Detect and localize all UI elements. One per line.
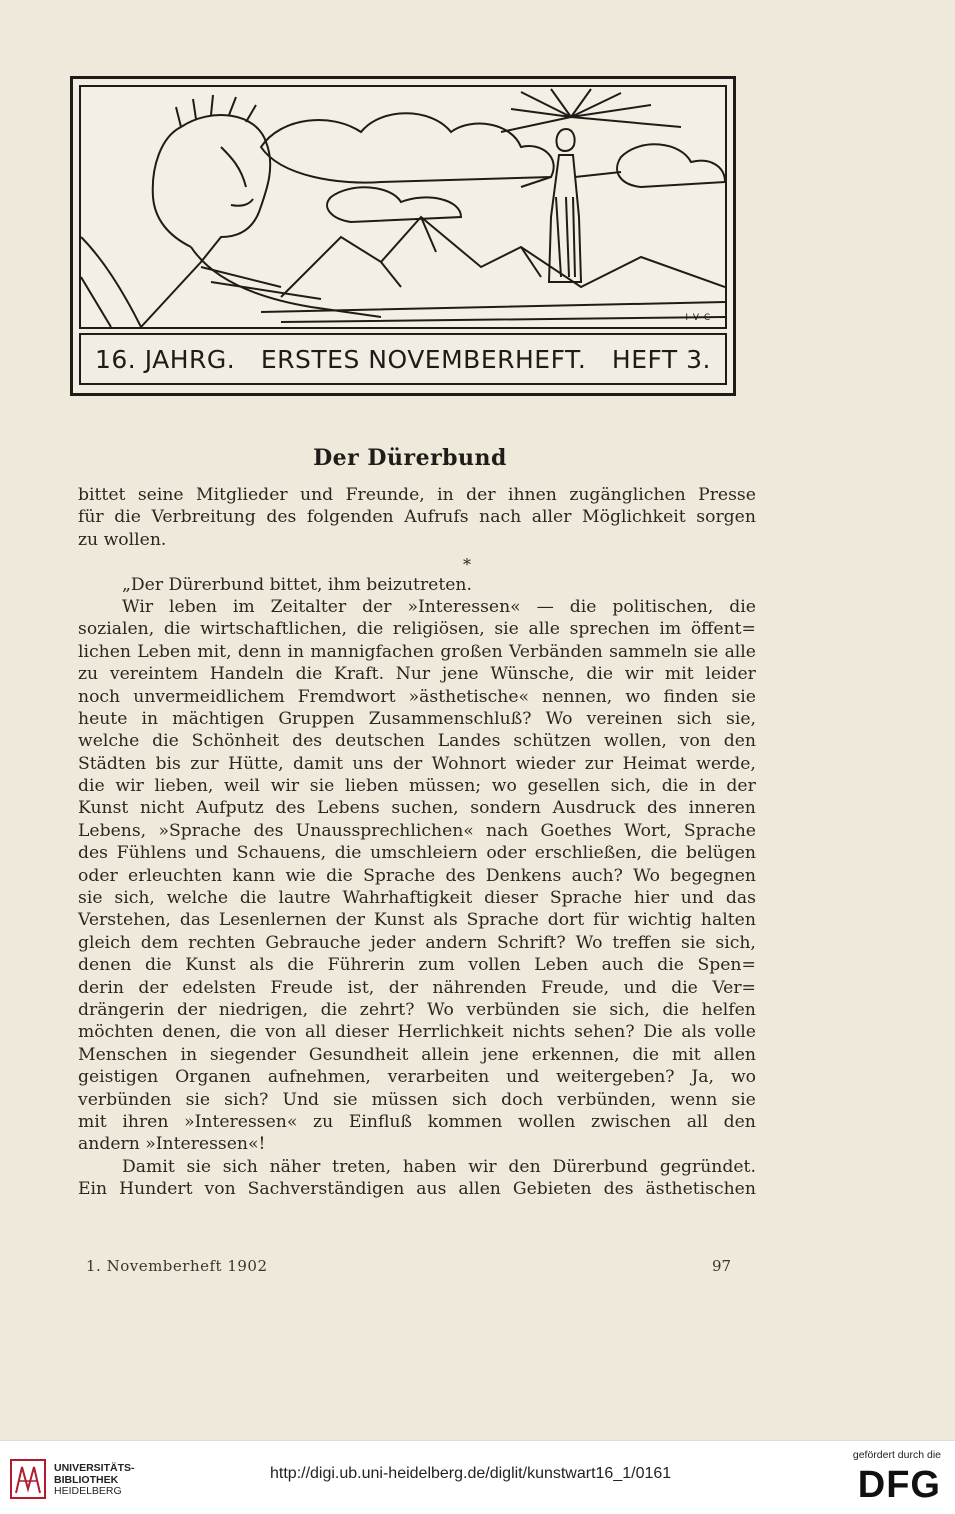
woodcut-illustration [81, 87, 725, 327]
permalink-url[interactable]: http://digi.ub.uni-heidelberg.de/diglit/kunstwart16_1/0161 [270, 1465, 672, 1482]
artist-monogram: I·V·C· [685, 313, 715, 323]
text-line: noch unvermeidlichem Fremdwort »ästhetische« nennen, wo finden sie [78, 686, 756, 707]
digitization-footer [0, 1440, 955, 1514]
text-line: sozialen, die wirtschaftlichen, die religiösen, sie alle sprechen im öffent= [78, 619, 756, 640]
volume-year: 16. JAHRG. [95, 344, 236, 374]
page-number: 97 [712, 1257, 732, 1275]
text-line: Ein Hundert von Sachverständigen aus allen Gebieten des ästhetischen [78, 1179, 756, 1200]
text-line: Kunst nicht Aufputz des Lebens suchen, sondern Ausdruck des inneren [78, 798, 756, 819]
funding-label: gefördert durch die [852, 1449, 941, 1461]
text-line: möchten denen, die von all dieser Herrlichkeit nichts sehen? Die als volle [78, 1022, 756, 1043]
intro-line: bittet seine Mitglieder und Freunde, in der ihnen zugänglichen Presse [78, 485, 756, 505]
text-line: „Der Dürerbund bittet, ihm beizutreten. [122, 574, 472, 595]
text-line: die wir lieben, weil wir sie lieben müssen; wo gesellen sich, die in der [78, 776, 756, 797]
text-line: gleich dem rechten Gebrauche jeder andern Schrift? Wo treffen sie sich, [78, 932, 756, 953]
text-line: denen die Kunst als die Führerin zum vollen Leben auch die Spen= [78, 955, 756, 976]
text-line: Wir leben im Zeitalter der »Interessen« — die politischen, die [122, 596, 756, 617]
section-separator: * [463, 555, 471, 575]
text-line: Menschen in siegender Gesundheit allein jene erkennen, die mit allen [78, 1044, 756, 1065]
text-line: lichen Leben mit, denn in mannigfachen großen Verbänden sammeln sie alle [78, 641, 756, 662]
text-line: drängerin der niedrigen, die zehrt? Wo verbünden sie sich, die helfen [78, 999, 756, 1020]
text-line: zu vereintem Handeln die Kraft. Nur jene Wünsche, die wir mit leider [78, 664, 756, 685]
masthead-issue-bar [79, 333, 727, 385]
text-line: geistigen Organen aufnehmen, verarbeiten und weitergeben? Ja, wo [78, 1067, 756, 1088]
text-line: Lebens, »Sprache des Unaussprechlichen« nach Goethes Wort, Sprache [78, 820, 756, 841]
text-line: derin der edelsten Freude ist, der nährenden Freude, und die Ver= [78, 977, 756, 998]
text-line: Verstehen, das Lesenlernen der Kunst als Sprache dort für wichtig halten [78, 910, 756, 931]
text-line: andern »Interessen«! [78, 1134, 266, 1155]
text-line: Damit sie sich näher treten, haben wir den Dürerbund gegründet. [122, 1156, 756, 1177]
issue-date: 1. Novemberheft 1902 [86, 1257, 268, 1275]
intro-line: zu wollen. [78, 529, 167, 550]
library-name: UNIVERSITÄTS- BIBLIOTHEK HEIDELBERG [54, 1462, 135, 1497]
text-line: welche die Schönheit des deutschen Landes schützen wollen, von den [78, 731, 756, 752]
masthead-illustration [79, 85, 727, 329]
article-title: Der Dürerbund [313, 445, 507, 471]
text-line: verbünden sie sich? Und sie müssen sich doch verbünden, wenn sie [78, 1089, 756, 1110]
university-seal-icon [10, 1459, 46, 1499]
text-line: sie sich, welche die lautre Wahrhaftigkeit dieser Sprache hier und das [78, 888, 756, 909]
text-line: oder erleuchten kann wie die Sprache des Denkens auch? Wo begegnen [78, 865, 756, 886]
article-body [78, 484, 756, 1201]
issue-number: HEFT 3. [611, 344, 711, 374]
text-line: heute in mächtigen Gruppen Zusammenschluß? Wo vereinen sich sie, [78, 708, 756, 729]
text-line: des Fühlens und Schauens, die umschleiern oder erschließen, die belügen [78, 843, 756, 864]
text-line: mit ihren »Interessen« zu Einfluß kommen wollen zwischen all den [78, 1111, 756, 1132]
text-line: Städten bis zur Hütte, damit uns der Wohnort wieder zur Heimat werde, [78, 753, 756, 774]
masthead [70, 76, 736, 396]
dfg-logo: DFG [857, 1464, 941, 1506]
intro-line: für die Verbreitung des folgenden Aufrufs nach aller Möglichkeit sorgen [78, 507, 756, 528]
issue-name: ERSTES NOVEMBERHEFT. [260, 344, 587, 374]
